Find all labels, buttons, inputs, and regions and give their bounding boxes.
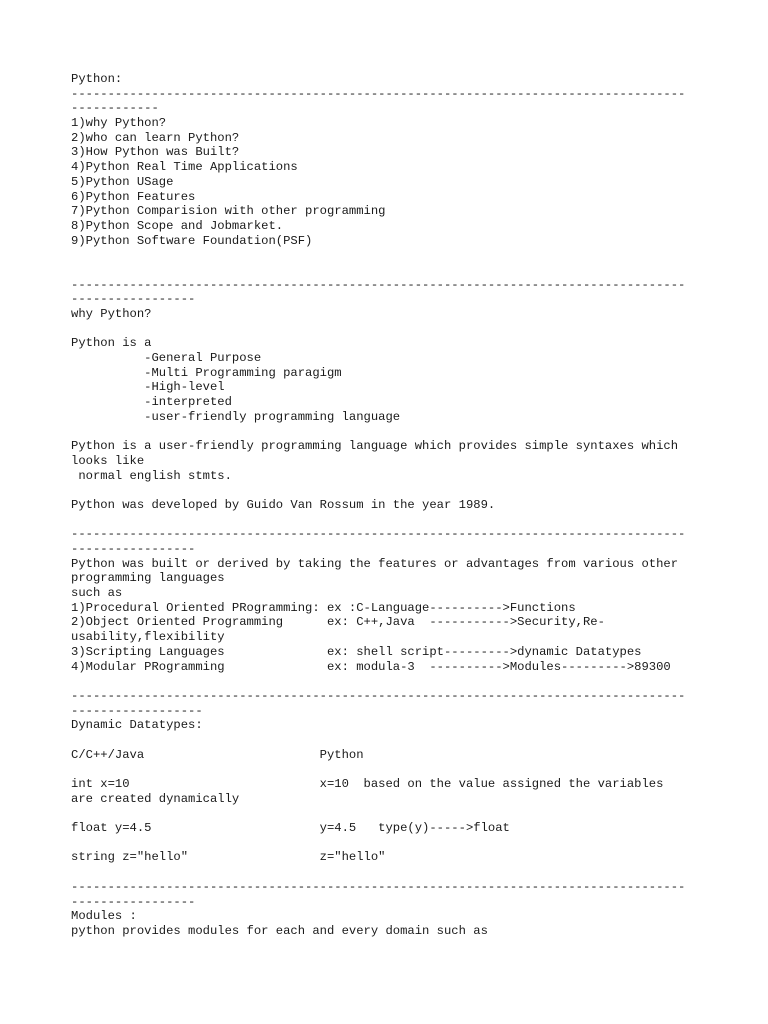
document-line: looks like	[71, 453, 145, 468]
blank-line	[71, 806, 701, 821]
blank-line	[71, 762, 701, 777]
list-item: 4)Python Real Time Applications	[71, 160, 298, 175]
document-line: programming languages	[71, 571, 225, 586]
document-line: Python is a	[71, 336, 152, 351]
list-item: -Multi Programming paragigm	[71, 365, 342, 380]
blank-line	[71, 322, 701, 337]
list-item: 3)How Python was Built?	[71, 145, 240, 160]
blank-line	[71, 425, 701, 440]
document-line: are created dynamically	[71, 791, 240, 806]
list-item: 5)Python USage	[71, 174, 174, 189]
separator-line: -----------------	[71, 542, 196, 556]
blank-line	[71, 733, 701, 748]
section-heading: Modules :	[71, 909, 137, 924]
separator-line: ------------------	[71, 703, 203, 718]
list-item: 8)Python Scope and Jobmarket.	[71, 218, 284, 233]
document-line: python provides modules for each and every domain such as	[71, 923, 488, 938]
separator-line: -----------------	[71, 894, 196, 909]
separator-line: ------------------------------------------------------------------------------------	[71, 879, 686, 894]
list-item: 6)Python Features	[71, 189, 196, 204]
separator-line: ------------------------------------------------------------------------------------	[71, 688, 686, 703]
document-line: float y=4.5 y=4.5 type(y)----->float	[71, 821, 510, 836]
separator-line: ------------------------------------------------------------------------------------	[71, 86, 686, 101]
document-line: Python is a user-friendly programming language which provides simple syntaxes which	[71, 439, 679, 454]
section-heading: Dynamic Datatypes:	[71, 718, 203, 733]
list-item: 2)who can learn Python?	[71, 130, 240, 145]
document-line: such as	[71, 586, 123, 601]
separator-line: -----------------	[71, 292, 196, 307]
document-page	[71, 72, 701, 939]
separator-line: ------------------------------------------------------------------------------------	[71, 527, 686, 542]
separator-line: ------------	[71, 101, 159, 116]
document-line: C/C++/Java Python	[71, 747, 364, 762]
document-line: Python was built or derived by taking the features or advantages from various other	[71, 556, 679, 571]
blank-line	[71, 836, 701, 851]
list-item: -interpreted	[71, 395, 232, 410]
blank-line	[71, 248, 701, 263]
blank-line	[71, 865, 701, 880]
section-heading: why Python?	[71, 307, 152, 321]
separator-line: ------------------------------------------------------------------------------------	[71, 277, 686, 292]
document-line: string z="hello" z="hello"	[71, 850, 386, 865]
list-item: 7)Python Comparision with other programming	[71, 204, 386, 219]
list-item: -user-friendly programming language	[71, 409, 401, 424]
list-item: 1)why Python?	[71, 116, 167, 131]
list-item: 4)Modular PRogramming ex: modula-3 ---------->Modules--------->89300	[71, 659, 671, 674]
list-item: -General Purpose	[71, 351, 262, 366]
list-item: 1)Procedural Oriented PRogramming: ex :C-Language---------->Functions	[71, 600, 576, 615]
document-line: int x=10 x=10 based on the value assigned the variables	[71, 777, 664, 791]
blank-line	[71, 513, 701, 528]
list-item: 9)Python Software Foundation(PSF)	[71, 233, 313, 248]
document-line: Python:	[71, 72, 123, 86]
list-item: 2)Object Oriented Programming ex: C++,Java ----------->Security,Re-	[71, 615, 605, 630]
blank-line	[71, 483, 701, 498]
blank-line	[71, 674, 701, 689]
list-item: -High-level	[71, 380, 225, 395]
document-line: Python was developed by Guido Van Rossum in the year 1989.	[71, 497, 496, 512]
list-item: 3)Scripting Languages ex: shell script--------->dynamic Datatypes	[71, 644, 642, 659]
document-line: normal english stmts.	[71, 468, 232, 483]
document-line: usability,flexibility	[71, 630, 225, 645]
blank-line	[71, 263, 701, 278]
